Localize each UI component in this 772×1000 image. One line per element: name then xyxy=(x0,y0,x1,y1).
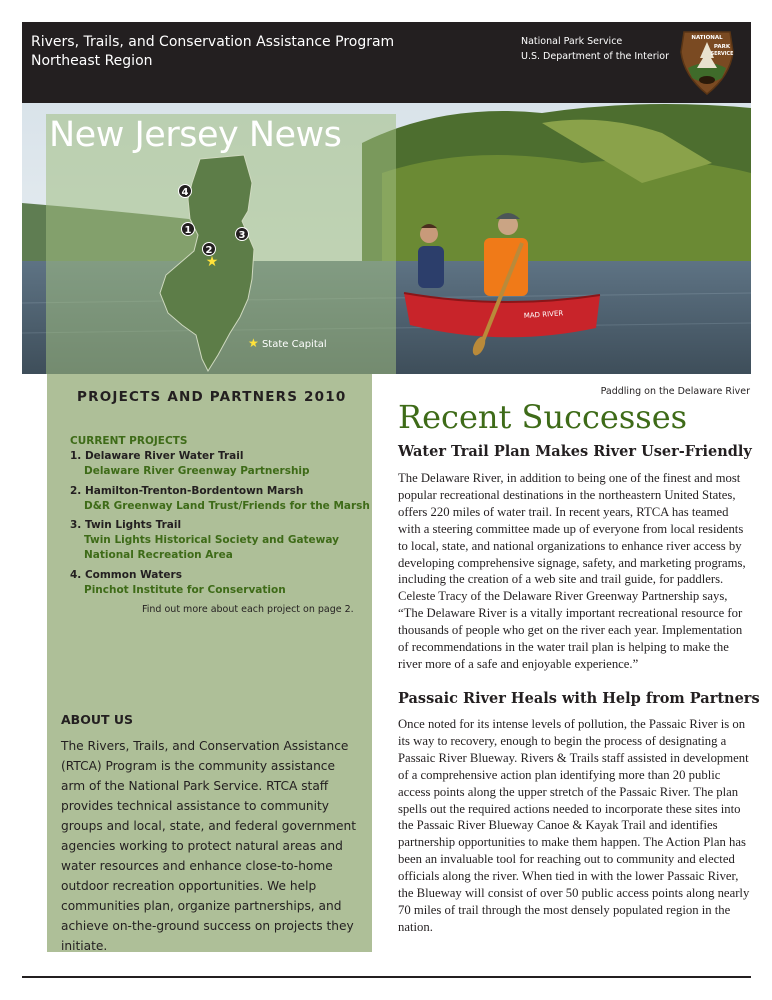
recent-successes-title: Recent Successes xyxy=(398,398,688,436)
logo-text-service: SERVICE xyxy=(710,52,734,57)
project-partner: Twin Lights Historical Society and Gateway National Recreation Area xyxy=(84,534,339,561)
nps-arrowhead-logo xyxy=(678,28,736,96)
article-heading-passaic: Passaic River Heals with Help from Partners xyxy=(398,690,760,707)
newsletter-title: New Jersey News xyxy=(49,115,342,155)
photo-caption: Paddling on the Delaware River xyxy=(600,386,750,397)
logo-text-park: PARK xyxy=(713,44,731,50)
map-marker-3 xyxy=(235,227,249,241)
department-name: U.S. Department of the Interior xyxy=(521,51,669,62)
projects-title: PROJECTS AND PARTNERS 2010 xyxy=(77,389,347,405)
current-projects-heading: CURRENT PROJECTS xyxy=(70,435,188,447)
svg-text:1: 1 xyxy=(184,225,192,236)
project-partner: Pinchot Institute for Conservation xyxy=(84,584,286,596)
star-icon: ★ xyxy=(248,336,259,350)
project-name: 4. Common Waters xyxy=(70,569,182,581)
project-partner: Delaware River Greenway Partnership xyxy=(84,465,310,477)
article-body-passaic: Once noted for its intense levels of pollution, the Passaic River is on its way to recovery, enough to begin the process of designating a Passaic River Blueway. Rivers & Trails staff assisted in development of a comprehensive action plan identifying more than 20 public access points along the upper stretch of the Passaic River. The plan spells out the required actions needed to incorporate these sites into the Passaic River Blueway Canoe & Kayak Trail and identifies partnership opportunities to make them happen. The Action Plan has been an invaluable tool for reaching out to community and elected officials along the river. When tied in with the lower Passaic River, the Blueway will consist of over 50 public access points along nearly 70 miles of trail through the most densely populated region in the nation. xyxy=(398,717,750,934)
article-heading-water-trail: Water Trail Plan Makes River User-Friendly xyxy=(398,443,752,460)
region-name: Northeast Region xyxy=(31,53,153,69)
project-name: 1. Delaware River Water Trail xyxy=(70,450,244,462)
program-name: Rivers, Trails, and Conservation Assistance Program xyxy=(31,34,395,50)
svg-text:2: 2 xyxy=(205,245,213,256)
find-more-note: Find out more about each project on page 2. xyxy=(142,604,354,615)
map-marker-4 xyxy=(178,184,192,198)
agency-name: National Park Service xyxy=(521,36,623,47)
header-bar xyxy=(22,22,751,103)
project-partner: D&R Greenway Land Trust/Friends for the Marsh xyxy=(84,500,370,512)
project-name: 3. Twin Lights Trail xyxy=(70,519,182,531)
about-heading: ABOUT US xyxy=(61,712,134,727)
bottom-rule xyxy=(22,976,751,978)
project-item xyxy=(70,484,370,514)
nj-map xyxy=(22,103,751,374)
map-marker-1 xyxy=(181,222,195,236)
projects-sidebar xyxy=(47,374,372,952)
article-body-water-trail: The Delaware River, in addition to being one of the finest and most popular recreational destinations in the northeastern United States, offers 220 miles of water trail. In recent years, RTCA has teamed with a steering committee made up of everyone from local residents to local, state, and national organizations to enhance river access by developing comprehensive signage, safety, and marketing programs, including the creation of a web site and trail guide, for paddlers. Celeste Tracy of the Delaware River Greenway Partnership says, “The Delaware River is a vitally important recreational resource for thousands of people who get on the river each year. Implementation of recommendations in the water trail plan is helping to make the river more of a safe and enjoyable experience.” xyxy=(398,471,746,671)
agency-block xyxy=(521,34,669,64)
canoe-label: MAD RIVER xyxy=(523,309,564,320)
project-item xyxy=(70,568,286,598)
logo-text-national: NATIONAL xyxy=(691,35,723,41)
program-block xyxy=(31,33,394,71)
state-capital-star: ★ xyxy=(205,254,219,270)
project-name: 2. Hamilton-Trenton-Bordentown Marsh xyxy=(70,485,304,497)
capital-legend xyxy=(248,336,327,350)
project-item xyxy=(70,518,360,563)
svg-text:4: 4 xyxy=(181,187,189,198)
hero-photo xyxy=(22,103,751,374)
capital-legend-label: State Capital xyxy=(261,339,327,350)
about-text: The Rivers, Trails, and Conservation Assistance (RTCA) Program is the community assistance arm of the National Park Service. RTCA staff provides technical assistance to community groups and local, state, and federal government agencies working to protect natural areas and water resources and enhance close-to-home outdoor recreation opportunities. We help communities plan, organize partnerships, and achieve on-the-ground success on projects they initiate. xyxy=(61,739,357,953)
project-item xyxy=(70,449,310,479)
svg-text:3: 3 xyxy=(238,230,246,241)
